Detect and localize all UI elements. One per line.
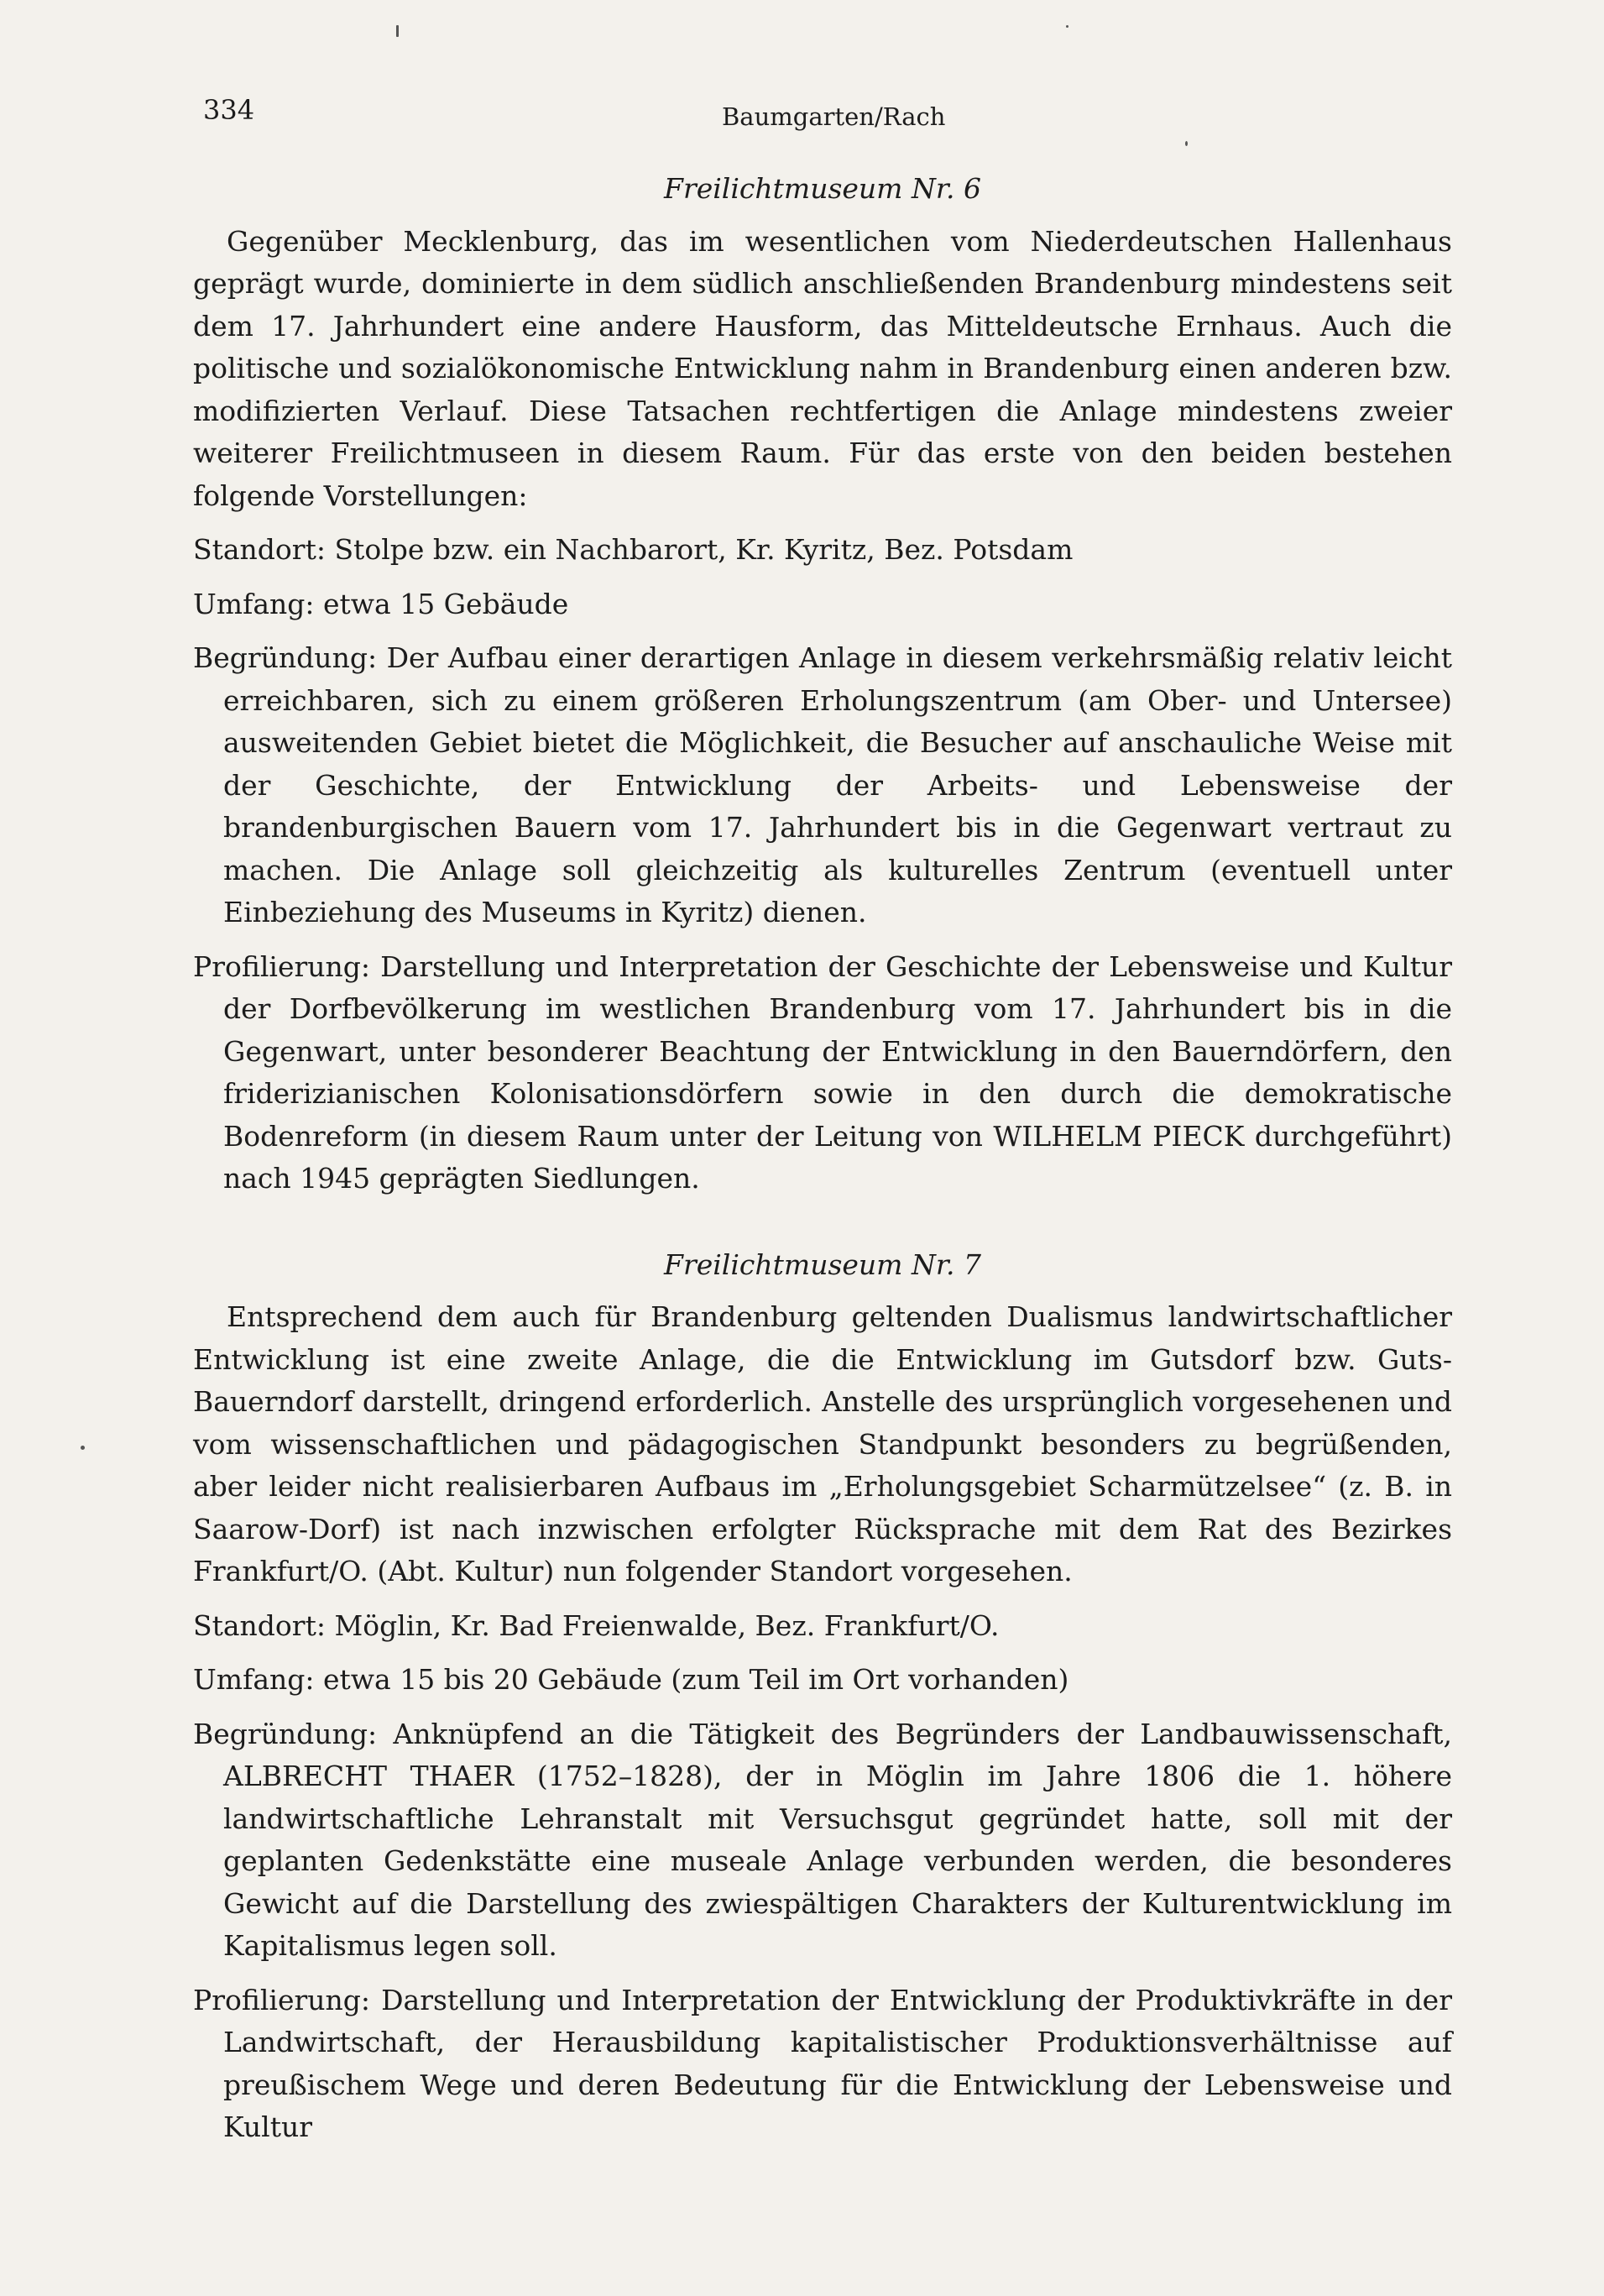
entry-label: Profilierung: [193, 949, 371, 983]
entry-text: Möglin, Kr. Bad Freienwalde, Bez. Frankfurt/O. [334, 1608, 1000, 1642]
entry-label: Begründung: [193, 1717, 378, 1750]
entry-label: Standort: [193, 533, 326, 566]
entry-begruendung-museum-7 [193, 1713, 1452, 1968]
entry-profilierung-museum-6 [193, 946, 1452, 1200]
entry-text: etwa 15 bis 20 Gebäude (zum Teil im Ort vorhanden) [323, 1663, 1069, 1696]
entry-umfang-museum-6 [193, 583, 1452, 626]
entry-label: Profilierung: [193, 1983, 371, 2016]
entry-label: Umfang: [193, 1663, 315, 1696]
entry-text: Darstellung und Interpretation der Geschichte der Lebensweise und Kultur der Dorfbevölkerung im westlichen Brandenburg vom 17. Jahrhundert bis in die Gegenwart, unter besonderer Beachtung der Entwicklung in den Bauerndörfern, den friderizianischen Kolonisationsdörfern sowie in den durch die demokratische Bodenreform (in diesem Raum unter der Leitung von WILHELM PIECK durchgeführt) nach 1945 geprägten Siedlungen. [223, 949, 1453, 1195]
entry-label: Standort: [193, 1608, 326, 1642]
entry-text: Stolpe bzw. ein Nachbarort, Kr. Kyritz, Bez. Potsdam [334, 533, 1074, 566]
page-number: 334 [203, 94, 255, 126]
entry-profilierung-museum-7 [193, 1980, 1452, 2149]
running-title: Baumgarten/Rach [722, 102, 946, 131]
entry-text: etwa 15 Gebäude [323, 587, 569, 620]
entry-label: Umfang: [193, 587, 315, 620]
entry-text: Der Aufbau einer derartigen Anlage in diesem verkehrsmäßig relativ leicht erreichbaren, sich zu einem größeren Erholungszentrum (am Ober- und Untersee) ausweitenden Gebiet bietet die Möglichkeit, die Besucher auf anschauliche Weise mit der Geschichte, der Entwicklung der Arbeits- und Lebensweise der brandenburgischen Bauern vom 17. Jahrhundert bis in die Gegenwart vertraut zu machen. Die Anlage soll gleichzeitig als kulturelles Zentrum (eventuell unter Einbeziehung des Museums in Kyritz) dienen. [223, 641, 1452, 928]
entry-label: Begründung: [193, 641, 378, 674]
scan-speck [81, 1446, 85, 1450]
entry-standort-museum-7 [193, 1605, 1452, 1648]
scan-speck [1066, 25, 1068, 28]
running-head [203, 94, 1462, 144]
section-intro-museum-6: Gegenüber Mecklenburg, das im wesentlichen vom Niederdeutschen Hallenhaus geprägt wurde, dominierte in dem südlich anschließenden Brandenburg mindestens seit dem 17. Jahrhundert eine andere Hausform, das Mitteldeutsche Ernhaus. Auch die politische und sozialökonomische Entwicklung nahm in Brandenburg einen anderen bzw. modifizierten Verlauf. Diese Tatsachen rechtfertigen die Anlage mindestens zweier weiterer Freilichtmuseen in diesem Raum. Für das erste von den beiden bestehen folgende Vorstellungen: [193, 224, 1452, 512]
entry-text: Darstellung und Interpretation der Entwicklung der Produktivkräfte in der Landwirtschaft, der Herausbildung kapitalistischer Produktionsverhältnisse auf preußischem Wege und deren Bedeutung für die Entwicklung der Lebensweise und Kultur [223, 1983, 1452, 2143]
entry-standort-museum-6 [193, 529, 1452, 572]
entry-begruendung-museum-6 [193, 637, 1452, 934]
scan-speck [396, 25, 399, 37]
scan-speck [1185, 141, 1188, 146]
section-intro-museum-7: Entsprechend dem auch für Brandenburg geltenden Dualismus landwirtschaftlicher Entwicklung ist eine zweite Anlage, die die Entwicklung im Gutsdorf bzw. Guts-Bauerndorf darstellt, dringend erforderlich. Anstelle des ursprünglich vorgesehenen und vom wissenschaftlichen und pädagogischen Standpunkt besonders zu begrüßenden, aber leider nicht realisierbaren Aufbaus im „Erholungsgebiet Scharmützelsee“ (z. B. in Saarow-Dorf) ist nach inzwischen erfolgter Rücksprache mit dem Rat des Bezirkes Frankfurt/O. (Abt. Kultur) nun folgender Standort vorgesehen. [193, 1300, 1452, 1587]
entry-umfang-museum-7 [193, 1659, 1452, 1702]
body-text [193, 168, 1452, 2161]
section-heading-museum-7: Freilichtmuseum Nr. 7 [664, 1247, 981, 1281]
entry-text: Anknüpfend an die Tätigkeit des Begründers der Landbauwissenschaft, ALBRECHT THAER (1752–1828), der in Möglin im Jahre 1806 die 1. höhere landwirtschaftliche Lehranstalt mit Versuchsgut gegründet hatte, soll mit der geplanten Gedenkstätte eine museale Anlage verbunden werden, die besonderes Gewicht auf die Darstellung des zwiespältigen Charakters der Kulturentwicklung im Kapitalismus legen soll. [223, 1717, 1452, 1962]
section-heading-museum-6: Freilichtmuseum Nr. 6 [664, 172, 981, 205]
